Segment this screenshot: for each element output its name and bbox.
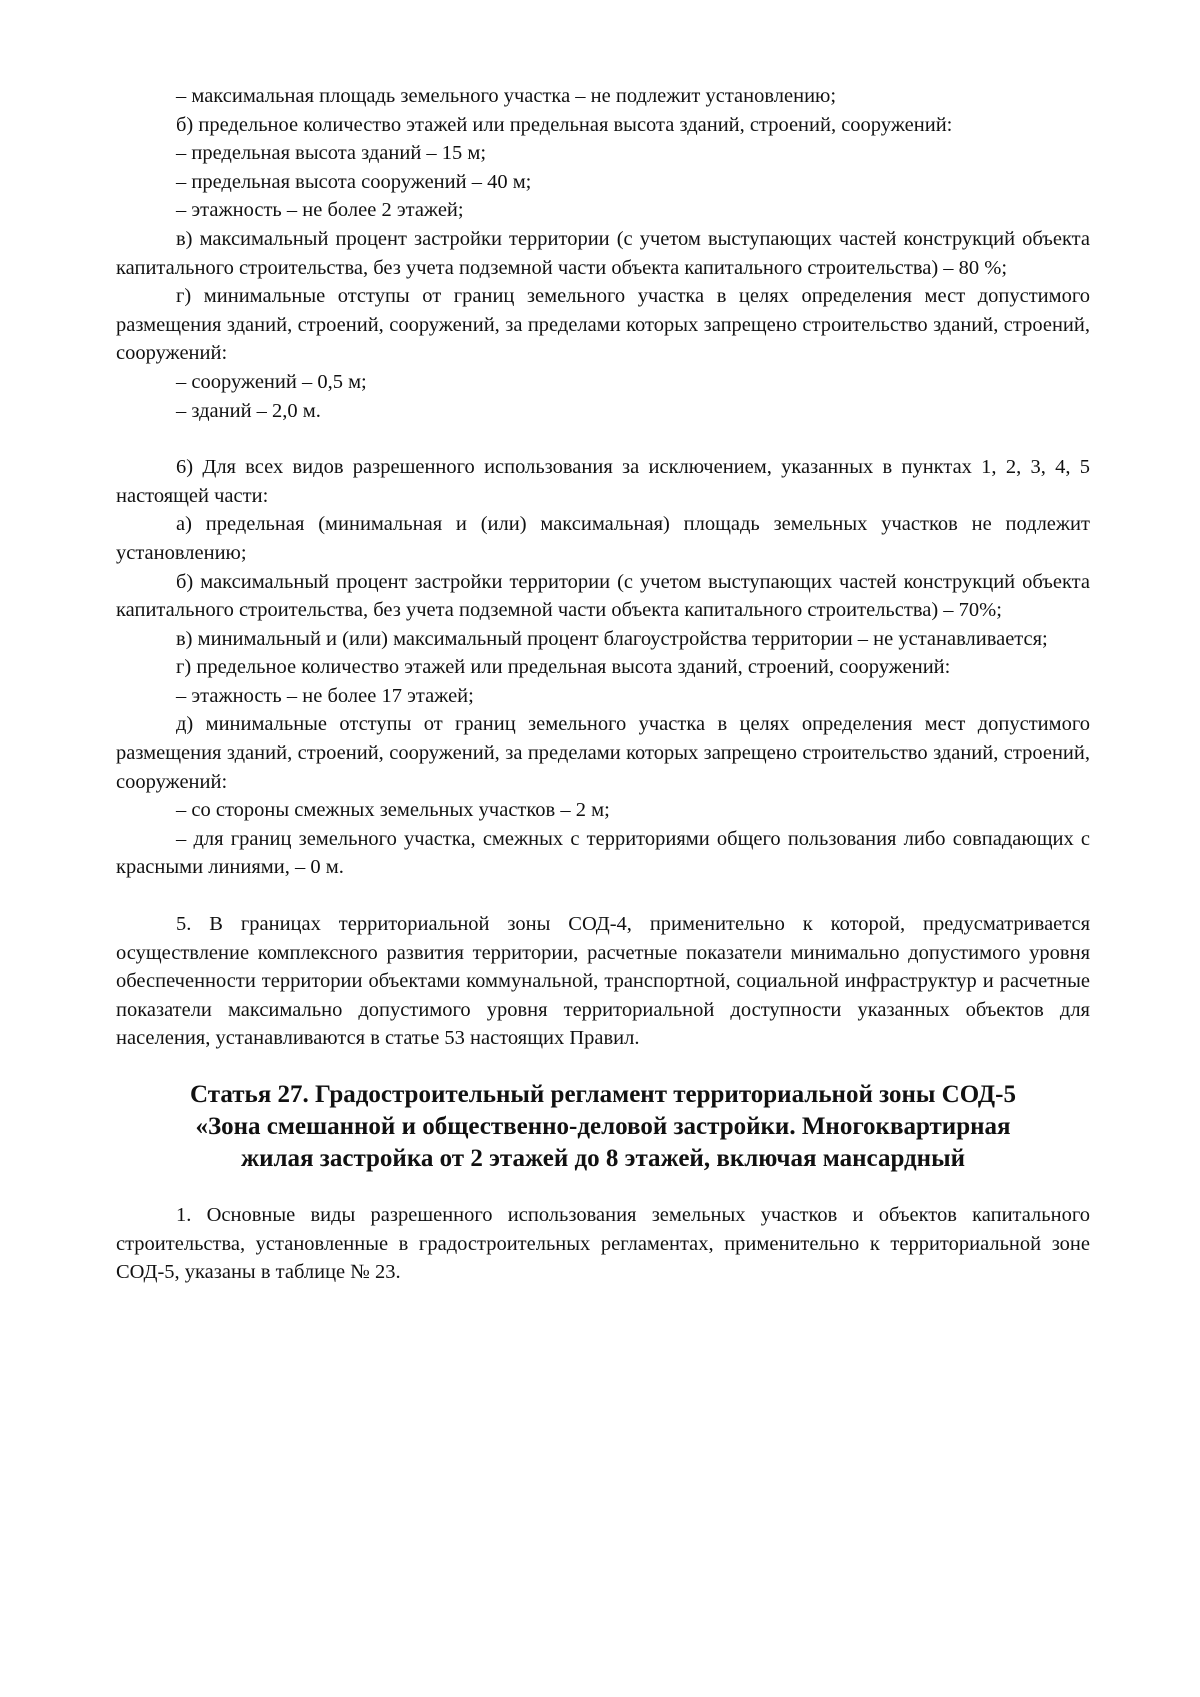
- text-paragraph: – предельная высота сооружений – 40 м;: [176, 170, 532, 193]
- text-paragraph: в) максимальный процент застройки территории (с учетом выступающих частей конструкций объекта капитального строительства, без учета подземной части объекта капитального строительства) – 80 %;: [116, 227, 1090, 279]
- heading-line: жилая застройка от 2 этажей до 8 этажей, включая мансардный: [240, 1145, 966, 1172]
- text-paragraph: г) предельное количество этажей или предельная высота зданий, строений, сооружений:: [176, 656, 951, 679]
- text-paragraph: – для границ земельного участка, смежных с территориями общего пользования либо совпадающих с красными линиями, – 0 м.: [116, 827, 1090, 879]
- text-paragraph: 5. В границах территориальной зоны СОД-4, применительно к которой, предусматривается осуществление комплексного развития территории, расчетные показатели минимально допустимого уровня обеспеченности территории объектами коммунальной, транспортной, социальной инфраструктур и расчетные показатели максимально допустимого уровня территориальной доступности указанных объектов для населения, устанавливаются в статье 53 настоящих Правил.: [116, 913, 1090, 1050]
- text-paragraph: д) минимальные отступы от границ земельного участка в целях определения мест допустимого размещения зданий, строений, сооружений, за пределами которых запрещено строительство зданий, строений, сооружений:: [116, 713, 1090, 793]
- article-heading: [116, 1079, 1090, 1175]
- text-paragraph: – этажность – не более 2 этажей;: [176, 199, 464, 222]
- document-page: [116, 82, 1090, 1287]
- paragraph-gap: [116, 425, 1090, 453]
- heading-line: Статья 27. Градостроительный регламент территориальной зоны СОД-5: [190, 1081, 1016, 1108]
- text-paragraph: – со стороны смежных земельных участков – 2 м;: [176, 799, 610, 822]
- text-paragraph: г) минимальные отступы от границ земельного участка в целях определения мест допустимого размещения зданий, строений, сооружений, за пределами которых запрещено строительство зданий, строений, сооружений:: [116, 285, 1090, 365]
- paragraph-gap: [116, 882, 1090, 910]
- text-paragraph: в) минимальный и (или) максимальный процент благоустройства территории – не устанавливается;: [176, 627, 1048, 650]
- text-paragraph: – предельная высота зданий – 15 м;: [176, 142, 487, 165]
- text-paragraph: а) предельная (минимальная и (или) максимальная) площадь земельных участков не подлежит установлению;: [116, 513, 1090, 564]
- text-paragraph: б) максимальный процент застройки территории (с учетом выступающих частей конструкций объекта капитального строительства, без учета подземной части объекта капитального строительства) – 70%;: [116, 570, 1090, 622]
- heading-line: «Зона смешанной и общественно-деловой застройки. Многоквартирная: [195, 1113, 1011, 1140]
- text-paragraph: б) предельное количество этажей или предельная высота зданий, строений, сооружений:: [176, 113, 953, 136]
- text-paragraph: – сооружений – 0,5 м;: [176, 370, 367, 393]
- text-paragraph: – зданий – 2,0 м.: [176, 399, 321, 422]
- text-paragraph: 1. Основные виды разрешенного использования земельных участков и объектов капитального строительства, установленные в градостроительных регламентах, применительно к территориальной зоне СОД-5, указаны в таблице № 23.: [116, 1204, 1090, 1284]
- text-paragraph: 6) Для всех видов разрешенного использования за исключением, указанных в пунктах 1, 2, 3, 4, 5 настоящей части:: [116, 456, 1090, 507]
- text-paragraph: – этажность – не более 17 этажей;: [176, 684, 474, 707]
- text-paragraph: – максимальная площадь земельного участка – не подлежит установлению;: [176, 85, 837, 107]
